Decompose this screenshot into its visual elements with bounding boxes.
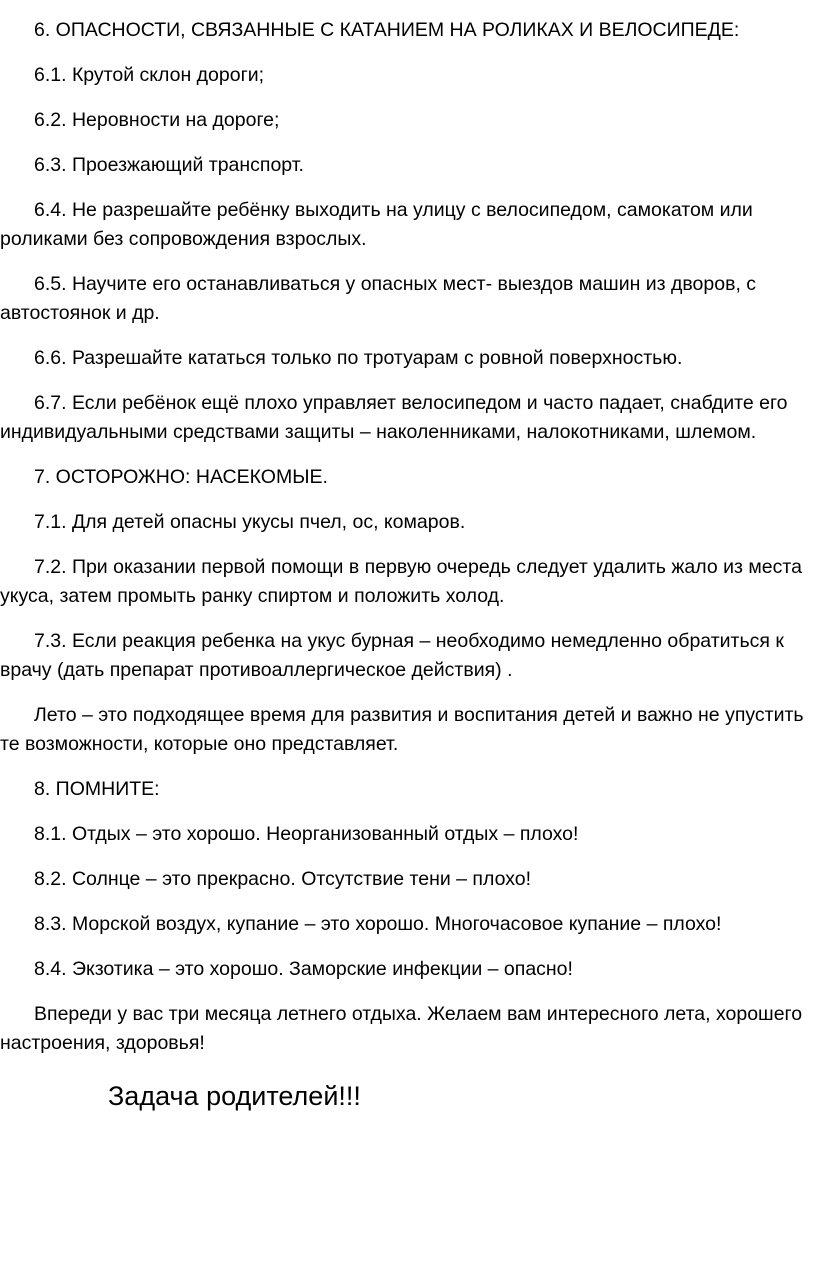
item-6-4: 6.4. Не разрешайте ребёнку выходить на улицу с велосипедом, самокатом или роликами без сопровождения взрослых.	[0, 199, 753, 250]
item-7-1: 7.1. Для детей опасны укусы пчел, ос, комаров.	[34, 511, 466, 533]
section-6-heading: 6. ОПАСНОСТИ, СВЯЗАННЫЕ С КАТАНИЕМ НА РОЛИКАХ И ВЕЛОСИПЕДЕ:	[34, 19, 740, 41]
item-6-5: 6.5. Научите его останавливаться у опасных мест- выездов машин из дворов, с автостоянок и др.	[0, 273, 757, 324]
item-8-1: 8.1. Отдых – это хорошо. Неорганизованный отдых – плохо!	[34, 823, 579, 845]
document-body	[0, 16, 812, 1114]
item-8-2: 8.2. Солнце – это прекрасно. Отсутствие тени – плохо!	[34, 868, 531, 890]
item-7-2: 7.2. При оказании первой помощи в первую очередь следует удалить жало из места укуса, затем промыть ранку спиртом и положить холод.	[0, 556, 802, 607]
item-6-2: 6.2. Неровности на дороге;	[34, 109, 280, 131]
wishes-paragraph: Впереди у вас три месяца летнего отдыха. Желаем вам интересного лета, хорошего настроения, здоровья!	[0, 1003, 803, 1054]
item-6-1: 6.1. Крутой склон дороги;	[34, 64, 265, 86]
section-8-heading: 8. ПОМНИТЕ:	[34, 778, 160, 800]
item-7-3: 7.3. Если реакция ребенка на укус бурная – необходимо немедленно обратиться к врачу (дать препарат противоаллергическое действия) .	[0, 630, 784, 681]
item-6-7: 6.7. Если ребёнок ещё плохо управляет велосипедом и часто падает, снабдите его индивидуальными средствами защиты – наколенниками, налокотниками, шлемом.	[0, 392, 788, 443]
closing-title: Задача родителей!!!	[108, 1081, 361, 1111]
item-8-3: 8.3. Морской воздух, купание – это хорошо. Многочасовое купание – плохо!	[34, 913, 722, 935]
summer-paragraph: Лето – это подходящее время для развития и воспитания детей и важно не упустить те возможности, которые оно представляет.	[0, 704, 804, 755]
item-8-4: 8.4. Экзотика – это хорошо. Заморские инфекции – опасно!	[34, 958, 573, 980]
item-6-3: 6.3. Проезжающий транспорт.	[34, 154, 304, 176]
item-6-6: 6.6. Разрешайте кататься только по тротуарам с ровной поверхностью.	[34, 347, 683, 369]
section-7-heading: 7. ОСТОРОЖНО: НАСЕКОМЫЕ.	[34, 466, 328, 488]
